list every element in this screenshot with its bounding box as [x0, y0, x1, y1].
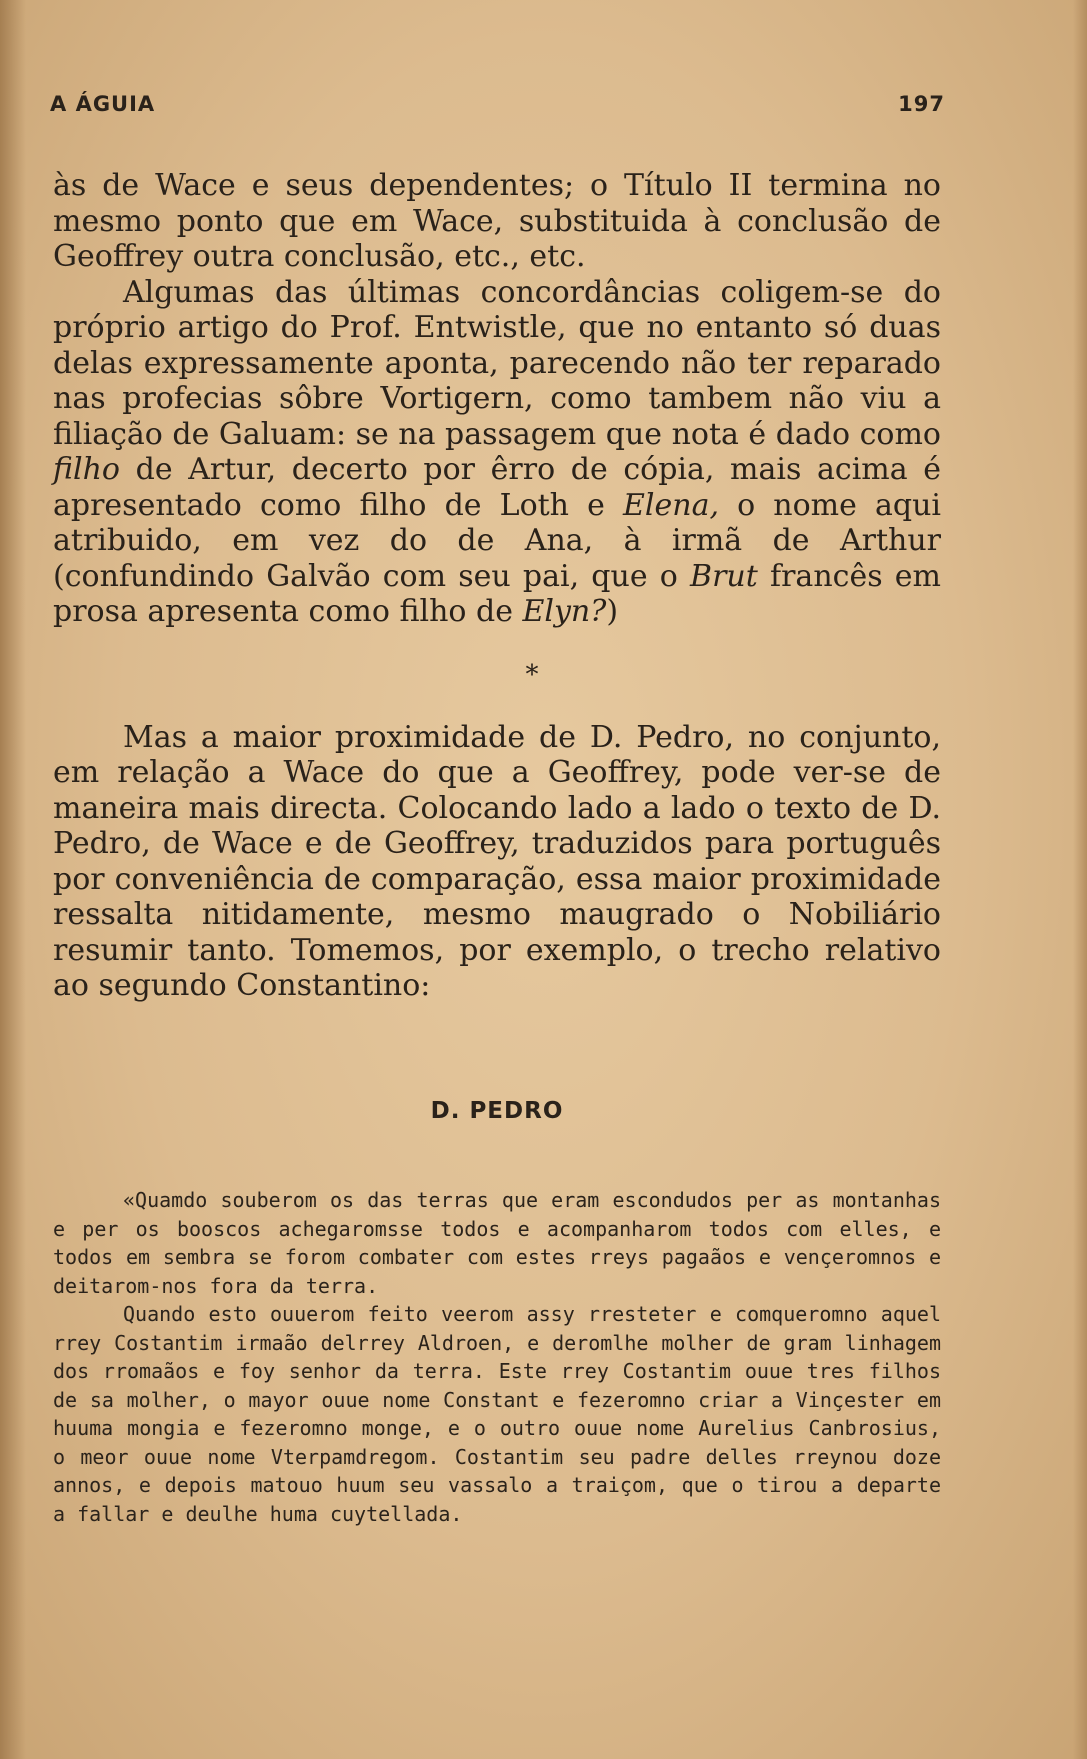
paragraph-2-text-c: o nome aqui atribuido, em vez do de Ana, à irmã de Arthur (confundindo Galvão com seu pai, que o: [53, 487, 941, 594]
section-separator: *: [525, 659, 539, 690]
italic-elena: Elena,: [623, 487, 719, 523]
quoted-passage: [53, 1186, 941, 1528]
paragraph-2-text-b: de Artur, decerto por êrro de cópia, mais acima é apresentado como filho de Loth e: [53, 452, 941, 523]
paragraph-2-text-a: Algumas das últimas concordâncias coligem-se do próprio artigo do Prof. Entwistle, que no entanto só duas delas expressamente aponta, parecendo não ter reparado nas profecias sôbre Vortigern, como tambem não viu a filiação de Galuam: se na passagem que nota é dado como: [53, 274, 941, 452]
main-text: [53, 168, 941, 1004]
paragraph-2-text-e: ): [606, 594, 619, 629]
italic-filho: filho: [53, 452, 120, 487]
journal-title: A ÁGUIA: [50, 92, 156, 116]
italic-elyn: Elyn?: [522, 594, 607, 629]
paragraph-2: [53, 275, 941, 630]
page-number: 197: [898, 92, 945, 116]
paragraph-1: às de Wace e seus dependentes; o Título II termina no mesmo ponto que em Wace, substituida à conclusão de Geoffrey outra conclusão, etc., etc.: [53, 168, 941, 274]
section-heading: D. PEDRO: [430, 1098, 564, 1124]
running-head: [50, 92, 945, 116]
quote-paragraph-2: Quando esto ouuerom feito veerom assy rresteter e comqueromno aquel rrey Costantim irmaão delrrey Aldroen, e deromlhe molher de gram linhagem dos rromaãos e foy senhor da terra. Este rrey Costantim ouue tres filhos de sa molher, o mayor ouue nome Constant e fezeromno criar a Vinçester em huuma mongia e fezeromno monge, e o outro ouue nome Aurelius Canbrosius, o meor ouue nome Vterpamdregom. Costantim seu padre delles rreynou doze annos, e depois matouo huum seu vassalo a traiçom, que o tirou a departe a fallar e deulhe huma cuytellada.: [53, 1302, 941, 1526]
italic-brut: Brut: [690, 558, 758, 594]
paragraph-3: Mas a maior proximidade de D. Pedro, no conjunto, em relação a Wace do que a Geoffrey, pode ver-se de maneira mais directa. Colocando lado a lado o texto de D. Pedro, de Wace e de Geoffrey, traduzidos para português por conveniência de comparação, essa maior proximidade ressalta nitidamente, mesmo maugrado o Nobiliário resumir tanto. Tomemos, por exemplo, o trecho relativo ao segundo Constantino:: [53, 719, 941, 1003]
paragraph-2-text-d: francês em prosa apresenta como filho de: [53, 558, 941, 629]
quote-paragraph-1: «Quamdo souberom os das terras que eram escondudos per as montanhas e per os booscos achegaromsse todos e acompanharom todos com elles, e todos em sembra se forom combater com estes rreys pagaãos e vençeromnos e deitarom-nos fora da terra.: [53, 1188, 941, 1298]
